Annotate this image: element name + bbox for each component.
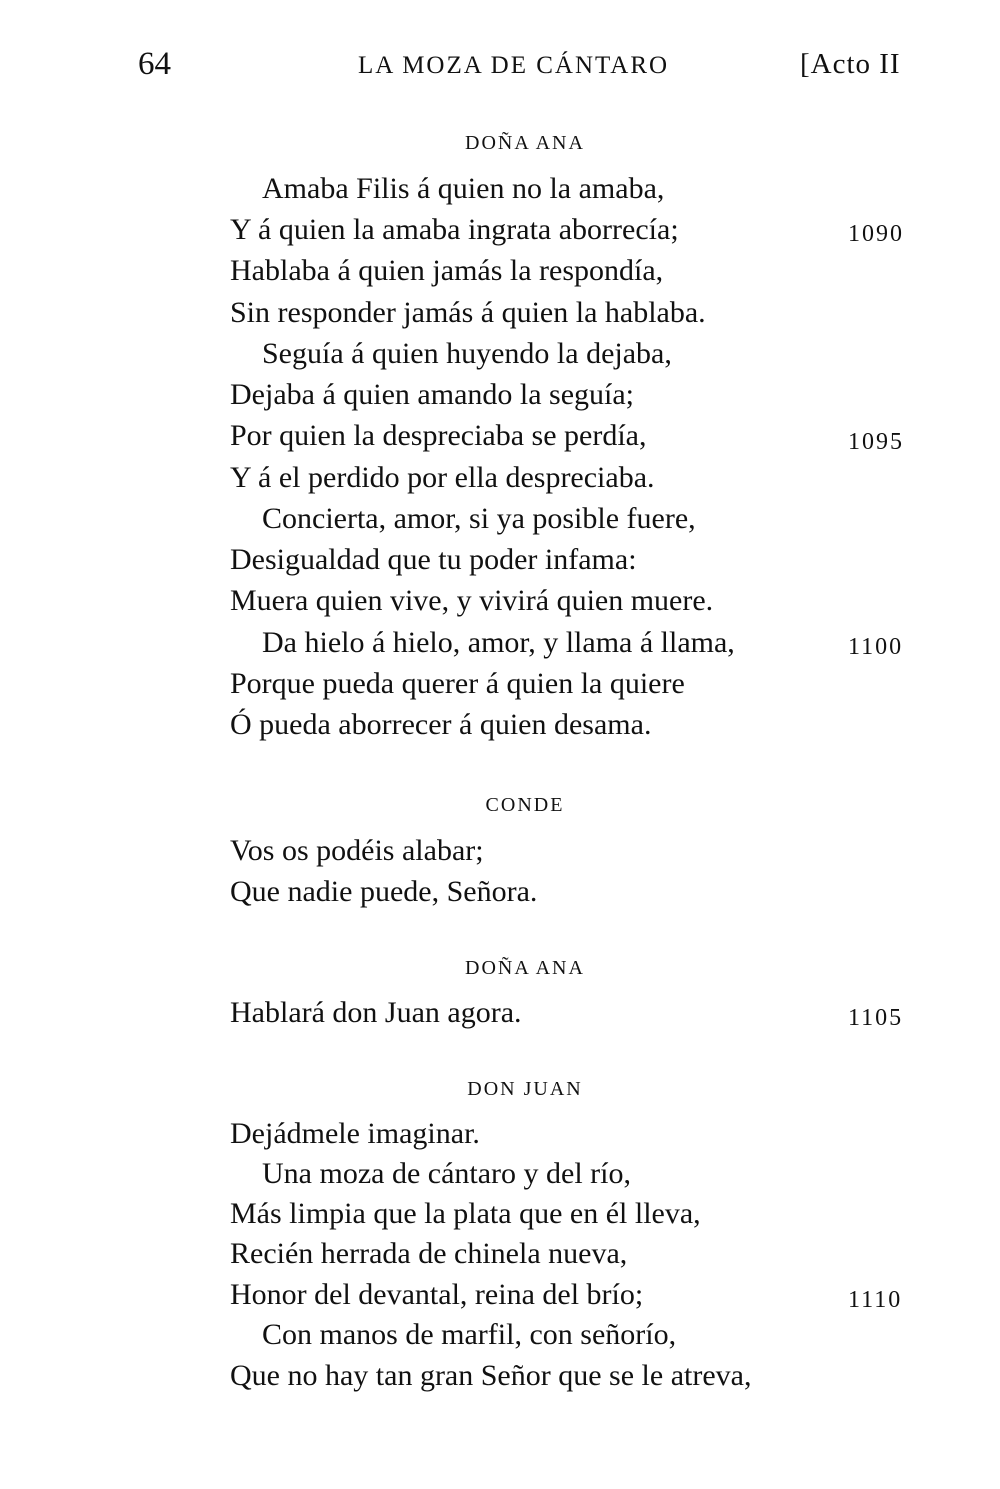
verse-line: Sin responder jamás á quien la hablaba. bbox=[230, 296, 706, 329]
verse-line: Da hielo á hielo, amor, y llama á llama, bbox=[262, 626, 735, 659]
verse-line: Y á el perdido por ella despreciaba. bbox=[230, 461, 655, 494]
verse-line: Una moza de cántaro y del río, bbox=[262, 1157, 632, 1190]
line-number: 1095 bbox=[848, 429, 904, 455]
line-number: 1105 bbox=[848, 1005, 904, 1031]
verse-line: Porque pueda querer á quien la quiere bbox=[230, 667, 685, 700]
verse-line: Honor del devantal, reina del brío; bbox=[230, 1278, 644, 1311]
verse-line: Y á quien la amaba ingrata aborrecía; bbox=[230, 213, 679, 246]
running-header bbox=[0, 40, 1000, 90]
verse-line: Dejádmele imaginar. bbox=[230, 1117, 480, 1150]
page-number: 64 bbox=[138, 46, 171, 82]
verse-line: Ó pueda aborrecer á quien desama. bbox=[230, 708, 652, 741]
line-number: 1090 bbox=[848, 221, 904, 247]
verse-line: Vos os podéis alabar; bbox=[230, 834, 484, 867]
speaker-name: DON JUAN bbox=[467, 1078, 583, 1100]
speaker-name: CONDE bbox=[485, 794, 565, 816]
running-title: LA MOZA DE CÁNTARO bbox=[358, 52, 670, 79]
verse-line: Concierta, amor, si ya posible fuere, bbox=[262, 502, 696, 535]
verse-line: Hablará don Juan agora. bbox=[230, 996, 522, 1029]
verse-line: Hablaba á quien jamás la respondía, bbox=[230, 254, 664, 287]
verse-line: Con manos de marfil, con señorío, bbox=[262, 1318, 677, 1351]
line-number: 1100 bbox=[848, 634, 904, 660]
speaker-name: DOÑA ANA bbox=[465, 957, 585, 979]
verse-line: Que nadie puede, Señora. bbox=[230, 875, 538, 908]
verse-line: Por quien la despreciaba se perdía, bbox=[230, 419, 647, 452]
verse-line: Muera quien vive, y vivirá quien muere. bbox=[230, 584, 714, 617]
speaker-name: DOÑA ANA bbox=[465, 132, 585, 154]
verse-line: Seguía á quien huyendo la dejaba, bbox=[262, 337, 672, 370]
verse-line: Más limpia que la plata que en él lleva, bbox=[230, 1197, 701, 1230]
verse-line: Amaba Filis á quien no la amaba, bbox=[262, 172, 665, 205]
act-label: [Acto II bbox=[800, 48, 901, 80]
verse-line: Desigualdad que tu poder infama: bbox=[230, 543, 637, 576]
verse-line: Dejaba á quien amando la seguía; bbox=[230, 378, 635, 411]
verse-line: Recién herrada de chinela nueva, bbox=[230, 1237, 628, 1270]
line-number: 1110 bbox=[848, 1287, 903, 1313]
verse-line: Que no hay tan gran Señor que se le atreva, bbox=[230, 1359, 752, 1392]
